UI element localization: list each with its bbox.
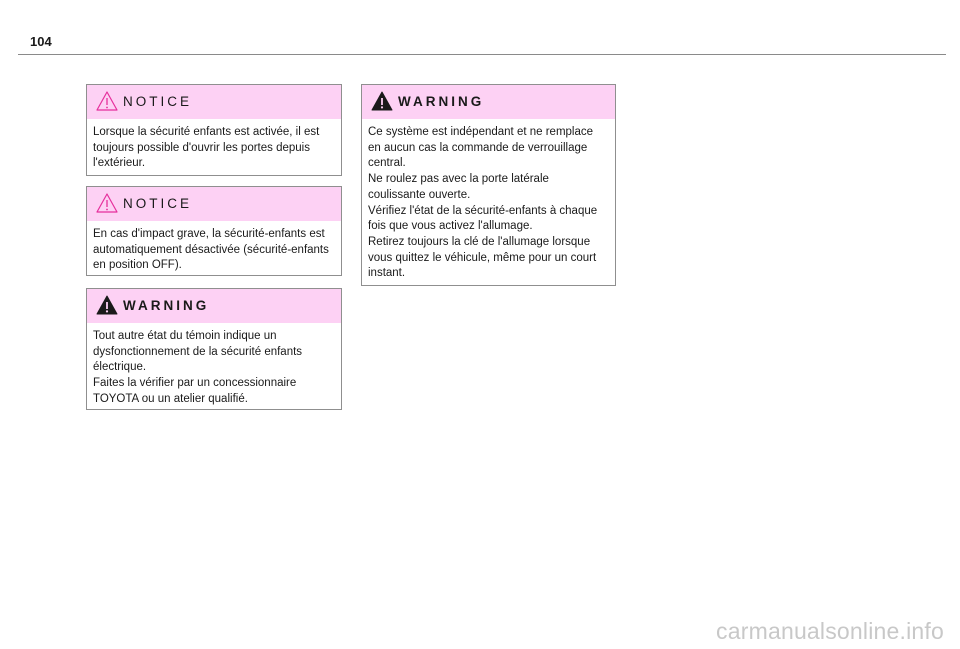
header-rule <box>18 54 946 55</box>
notice-header <box>87 85 341 119</box>
warning-text: Tout autre état du témoin indique un dysfonctionnement de la sécurité enfants électrique. <box>93 330 303 374</box>
warning-text: Ce système est indépendant et ne remplace en aucun cas la commande de verrouillage central. <box>368 126 594 170</box>
warning-text: Vérifiez l'état de la sécurité-enfants à chaque fois que vous activez l'allumage. <box>368 204 598 233</box>
notice-body <box>87 119 341 172</box>
notice-box-2 <box>86 186 342 276</box>
warning-triangle-filled-icon <box>96 294 118 316</box>
notice-header <box>87 187 341 221</box>
warning-box-2 <box>361 84 616 286</box>
warning-text: Retirez toujours la clé de l'allumage lorsque vous quittez le véhicule, même pour un court instant. <box>368 235 597 280</box>
warning-title: WARNING <box>398 94 485 109</box>
warning-triangle-outline-icon <box>96 90 118 112</box>
notice-text: Lorsque la sécurité enfants est activée, il est toujours possible d'ouvrir les portes depuis l'extérieur. <box>93 126 320 170</box>
warning-body <box>362 119 615 282</box>
page-number: 104 <box>30 34 52 49</box>
notice-body <box>87 221 341 274</box>
watermark: carmanualsonline.info <box>716 618 944 644</box>
notice-box-1 <box>86 84 342 176</box>
warning-title: WARNING <box>123 298 210 313</box>
warning-body <box>87 323 341 408</box>
warning-text: Faites la vérifier par un concessionnaire TOYOTA ou un atelier qualifié. <box>93 377 297 405</box>
warning-text: Ne roulez pas avec la porte latérale coulissante ouverte. <box>368 173 549 201</box>
warning-box-1 <box>86 288 342 410</box>
notice-text: En cas d'impact grave, la sécurité-enfants est automatiquement désactivée (sécurité-enfants en position OFF). <box>93 228 329 272</box>
warning-triangle-filled-icon <box>371 90 393 112</box>
warning-header <box>87 289 341 323</box>
warning-header <box>362 85 615 119</box>
warning-triangle-outline-icon <box>96 192 118 214</box>
notice-title: NOTICE <box>123 94 193 109</box>
notice-title: NOTICE <box>123 196 193 211</box>
